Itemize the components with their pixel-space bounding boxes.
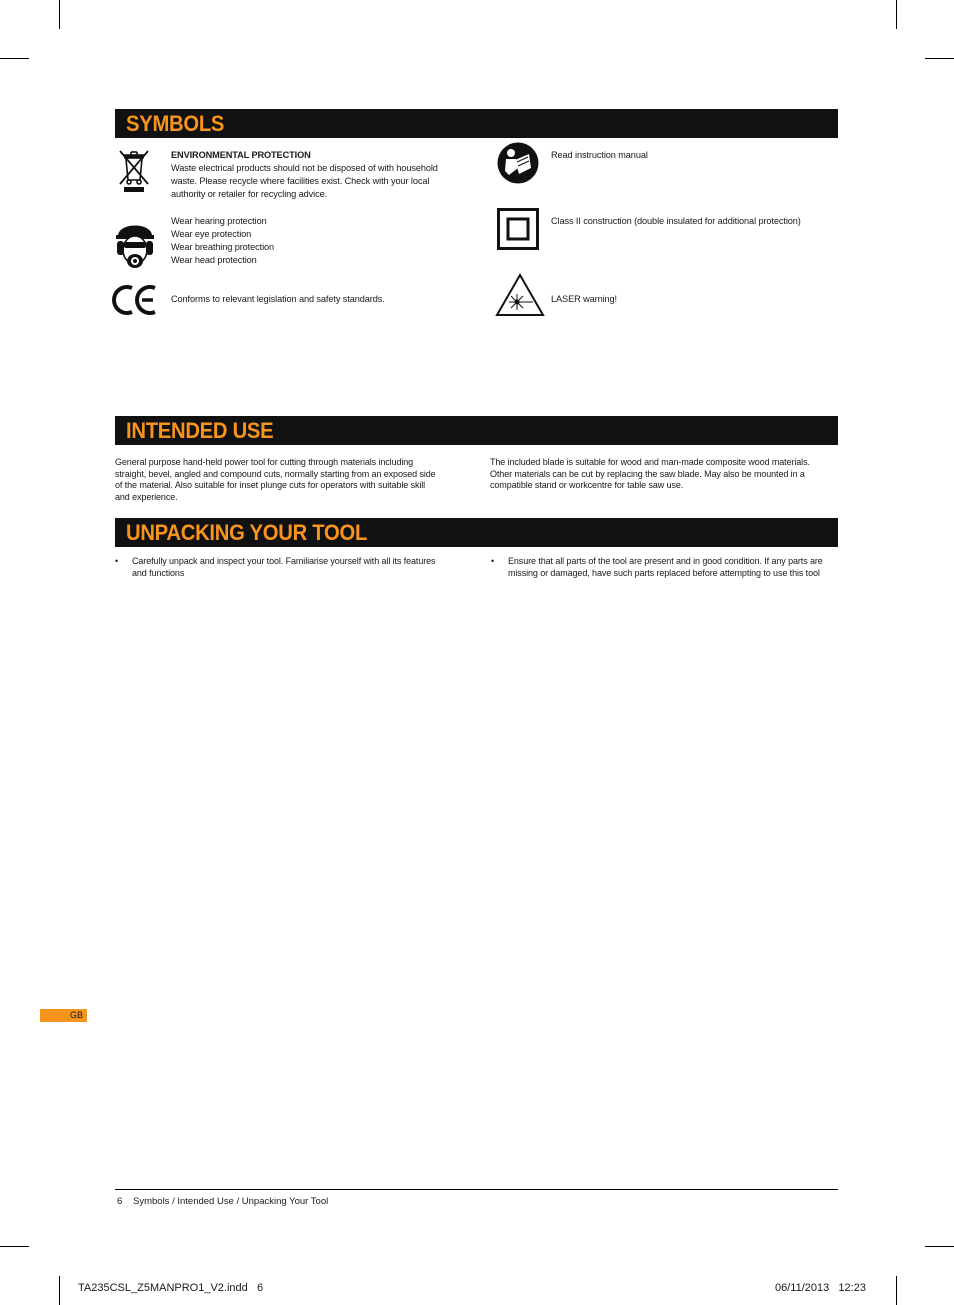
class-ii-icon [497, 208, 539, 255]
unpacking-line: Carefully unpack and inspect your tool. Familiarise yourself with all its features [132, 556, 436, 566]
language-tab: GB [40, 1009, 87, 1022]
section-title-unpacking: UNPACKING YOUR TOOL [126, 519, 368, 545]
laser-text: LASER warning! [551, 294, 618, 304]
env-protection-text [171, 149, 438, 201]
section-title-intended-use: INTENDED USE [126, 417, 274, 443]
running-title: Symbols / Intended Use / Unpacking Your Tool [133, 1196, 329, 1207]
intended-use-banner [115, 416, 838, 445]
unpacking-line: missing or damaged, have such parts replaced before attempting to use this tool [508, 567, 820, 578]
env-line: Waste electrical products should not be disposed of with household [171, 163, 438, 173]
section-title-symbols: SYMBOLS [126, 110, 225, 136]
class-ii-text: Class II construction (double insulated for additional protection) [551, 216, 801, 226]
intended-line: Other materials can be cut by replacing the saw blade. May also be mounted in a [490, 468, 805, 479]
unpacking-line: Ensure that all parts of the tool are present and in good condition. If any parts are [508, 556, 823, 566]
env-line: waste. Please recycle where facilities exist. Check with your local [171, 176, 430, 186]
ppe-line-hearing: Wear hearing protection [171, 216, 267, 226]
slug-file-info: TA235CSL_Z5MANPRO1_V2.indd 6 [78, 1282, 264, 1294]
crop-mark [59, 1276, 60, 1305]
read-manual-icon [497, 142, 539, 189]
ppe-text [171, 215, 274, 267]
weee-bin-icon [114, 148, 154, 199]
unpacking-bullet-left [115, 556, 460, 579]
ce-mark-icon [111, 284, 159, 321]
footer-rule [115, 1189, 838, 1190]
env-line: authority or retailer for recycling advice. [171, 189, 328, 199]
bullet-text [132, 556, 460, 579]
crop-mark [896, 0, 897, 29]
crop-mark [896, 1276, 897, 1305]
unpacking-bullet-right [491, 556, 839, 579]
bullet-mark: • [115, 556, 119, 566]
laser-warning-icon [495, 273, 545, 322]
intended-line: General purpose hand-held power tool for cutting through materials including [115, 457, 414, 467]
crop-mark [925, 1246, 954, 1247]
crop-mark [925, 58, 954, 59]
bullet-text [508, 556, 839, 579]
page-number: 6 [117, 1196, 123, 1207]
ppe-line-breathing: Wear breathing protection [171, 242, 275, 252]
slug-date-time: 06/11/2013 12:23 [775, 1282, 866, 1294]
intended-line: The included blade is suitable for wood and man-made composite wood materials. [490, 457, 810, 467]
env-protection-heading: ENVIRONMENTAL PROTECTION [171, 150, 311, 160]
manual-text: Read instruction manual [551, 150, 648, 160]
intended-use-left [115, 457, 460, 504]
unpacking-banner [115, 518, 838, 547]
ppe-head-icon [112, 214, 158, 277]
intended-line: straight, bevel, angled and compound cuts, normally starting from an exposed side [115, 468, 436, 479]
unpacking-line: and functions [132, 567, 185, 578]
crop-mark [0, 1246, 29, 1247]
ppe-line-eye: Wear eye protection [171, 229, 252, 239]
crop-mark [59, 0, 60, 29]
intended-line: and experience. [115, 492, 178, 503]
intended-use-right [490, 457, 838, 492]
bullet-mark: • [491, 556, 495, 566]
symbols-banner [115, 109, 838, 138]
intended-line: of the material. Also suitable for inset plunge cuts for operators with suitable skill [115, 480, 426, 491]
crop-mark [0, 58, 29, 59]
intended-line: compatible stand or workcentre for table saw use. [490, 480, 684, 491]
ppe-line-head: Wear head protection [171, 255, 257, 265]
ce-text: Conforms to relevant legislation and safety standards. [171, 294, 385, 304]
